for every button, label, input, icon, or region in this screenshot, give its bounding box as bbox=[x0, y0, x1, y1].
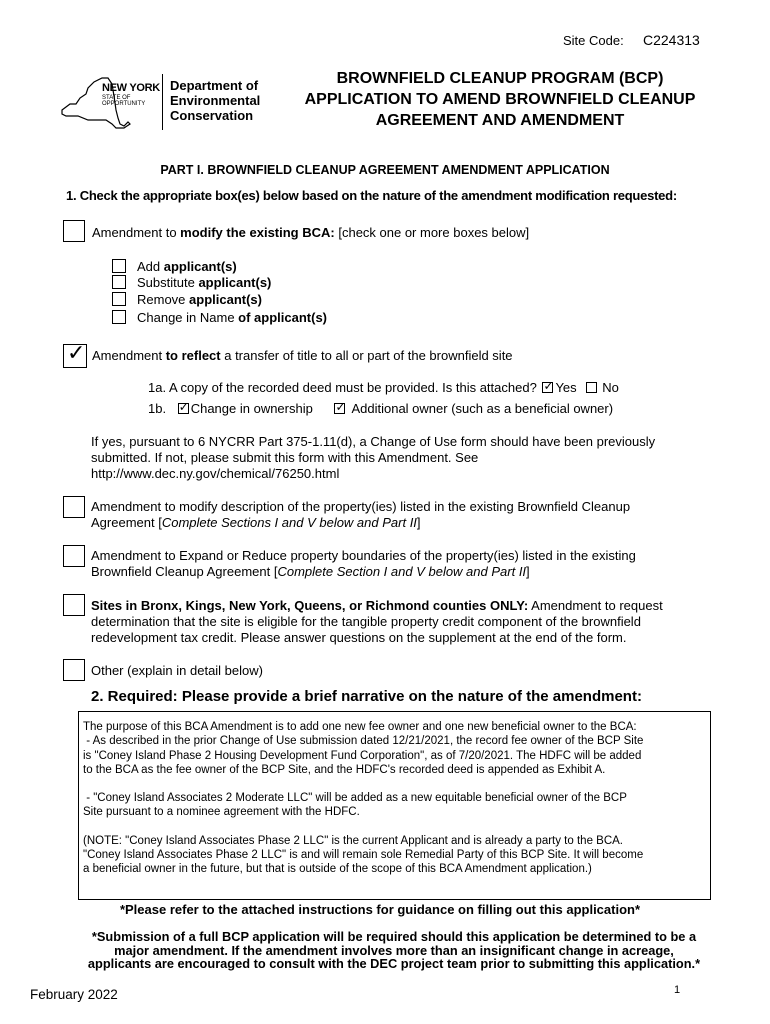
nys-dec-logo bbox=[58, 74, 268, 134]
modify-bca-label: Amendment to modify the existing BCA: [check one or more boxes below] bbox=[92, 225, 530, 240]
narrative-line: - As described in the prior Change of Use submission dated 12/21/2021, the record fee owner of the BCP Site bbox=[83, 735, 644, 748]
narrative-line: Site pursuant to a nominee agreement with the HDFC. bbox=[83, 806, 360, 819]
checkmark-icon: ✓ bbox=[67, 341, 86, 366]
deed-attached-no-label: No bbox=[602, 380, 619, 395]
other-checkbox[interactable] bbox=[63, 659, 85, 681]
change-name-label: Change in Name of applicant(s) bbox=[137, 310, 328, 325]
change-ownership-checkbox[interactable] bbox=[178, 403, 189, 414]
additional-owner-checkbox[interactable] bbox=[334, 403, 345, 414]
narrative-line: - "Coney Island Associates 2 Moderate LLC" will be added as a new equitable beneficial owner of the BCP bbox=[83, 792, 627, 805]
modify-description-label: Amendment to modify description of the property(ies) listed in the existing Brownfield Cleanup Agreement [Complete Sections I and V below and Part II] bbox=[91, 499, 631, 530]
deed-attached-no-checkbox[interactable] bbox=[586, 382, 597, 393]
title-line-1: BROWNFIELD CLEANUP PROGRAM (BCP) bbox=[336, 70, 664, 87]
deed-attached-yes-checkbox[interactable] bbox=[542, 382, 553, 393]
logo-divider bbox=[162, 74, 163, 130]
narrative-line: to the BCA as the fee owner of the BCP Site, and the HDFC's recorded deed is appended as Exhibit A. bbox=[83, 763, 606, 776]
title-line-2: APPLICATION TO AMEND BROWNFIELD CLEANUP bbox=[304, 91, 696, 108]
remove-applicant-label: Remove applicant(s) bbox=[137, 292, 262, 307]
narrative-line: (NOTE: "Coney Island Associates Phase 2 LLC" is the current Applicant and is already a party to the BCA. bbox=[83, 834, 623, 847]
narrative-line: is "Coney Island Phase 2 Housing Development Fund Corporation", as of 7/20/2021. The HDFC will be added bbox=[83, 749, 642, 762]
other-label: Other (explain in detail below) bbox=[91, 663, 263, 678]
expand-reduce-checkbox[interactable] bbox=[63, 545, 85, 567]
transfer-title-checkbox[interactable] bbox=[63, 341, 87, 368]
logo-state-name: NEW YORK bbox=[102, 82, 160, 94]
tangible-property-credit-label: Sites in Bronx, Kings, New York, Queens, or Richmond counties ONLY: Amendment to request determination that the site is eligible for the tangible property credit component of the brownfield redevelopment tax credit. Please answer questions on the supplement at the end of the form. bbox=[91, 598, 663, 645]
remove-applicant-checkbox[interactable] bbox=[112, 292, 126, 306]
add-applicant-checkbox[interactable] bbox=[112, 259, 126, 273]
question-1-heading: 1. Check the appropriate box(es) below based on the nature of the amendment modification requested: bbox=[66, 188, 677, 203]
add-applicant-label: Add applicant(s) bbox=[137, 259, 237, 274]
narrative-line: The purpose of this BCA Amendment is to add one new fee owner and one new beneficial owner to the BCA: bbox=[83, 721, 637, 733]
question-2-heading: 2. Required: Please provide a brief narrative on the nature of the amendment: bbox=[91, 688, 642, 705]
logo-tagline-2: OPPORTUNITY bbox=[102, 101, 146, 107]
site-code-label: Site Code: bbox=[563, 33, 624, 48]
expand-reduce-label: Amendment to Expand or Reduce property boundaries of the property(ies) listed in the existing Brownfield Cleanup Agreement [Complete Section I and V below and Part II] bbox=[91, 548, 636, 579]
site-code-value: C224313 bbox=[643, 32, 700, 48]
substitute-applicant-checkbox[interactable] bbox=[112, 275, 126, 289]
logo-tagline-1: STATE OF bbox=[102, 95, 131, 101]
change-ownership-label: Change in ownership bbox=[190, 401, 313, 416]
narrative-line: "Coney Island Associates Phase 2 LLC" is and will remain sole Remedial Party of this BCP Site. It will become bbox=[83, 849, 644, 862]
transfer-title-label: Amendment to reflect a transfer of title to all or part of the brownfield site bbox=[92, 348, 513, 363]
additional-owner-label: Additional owner (such as a beneficial owner) bbox=[351, 401, 614, 416]
narrative-textarea[interactable] bbox=[78, 711, 711, 900]
page-number: 1 bbox=[674, 984, 681, 996]
if-yes-paragraph: If yes, pursuant to 6 NYCRR Part 375-1.11(d), a Change of Use form should have been previously submitted. If not, please submit this form with this Amendment. See http://www.dec.ny.gov/chemical/76250.html bbox=[91, 434, 656, 481]
page-title bbox=[270, 68, 730, 131]
instructions-note: *Please refer to the attached instructions for guidance on filling out this application* bbox=[119, 902, 641, 917]
modify-description-checkbox[interactable] bbox=[63, 496, 85, 518]
logo-dept-3: Conservation bbox=[170, 108, 254, 123]
substitute-applicant-label: Substitute applicant(s) bbox=[137, 275, 272, 290]
modify-bca-checkbox[interactable] bbox=[63, 220, 85, 242]
logo-dept-1: Department of bbox=[170, 78, 259, 93]
change-name-checkbox[interactable] bbox=[112, 310, 126, 324]
part-heading: PART I. BROWNFIELD CLEANUP AGREEMENT AMENDMENT APPLICATION bbox=[160, 163, 610, 177]
logo-dept-2: Environmental bbox=[170, 93, 261, 108]
submission-note: *Submission of a full BCP application will be required should this application be determined to be a major amendment. If the amendment involves more than an insignificant change in acreage, applicants are encouraged to consult with the DEC project team prior to submitting this application.* bbox=[87, 929, 701, 971]
change-of-use-link[interactable]: http://www.dec.ny.gov/chemical/76250.html bbox=[91, 466, 340, 481]
narrative-line: a beneficial owner in the future, but that is outside of the scope of this BCA Amendment application.) bbox=[83, 863, 592, 876]
footer-date: February 2022 bbox=[30, 987, 118, 1002]
question-1b: 1b. ✓ Change in ownership ✓ Additional owner (such as a beneficial owner) bbox=[148, 401, 613, 417]
tangible-property-credit-checkbox[interactable] bbox=[63, 594, 85, 616]
deed-attached-yes-label: Yes bbox=[555, 380, 577, 395]
title-line-3: AGREEMENT AND AMENDMENT bbox=[375, 112, 625, 129]
question-1a: 1a. A copy of the recorded deed must be provided. Is this attached? ✓ Yes No bbox=[148, 380, 619, 396]
